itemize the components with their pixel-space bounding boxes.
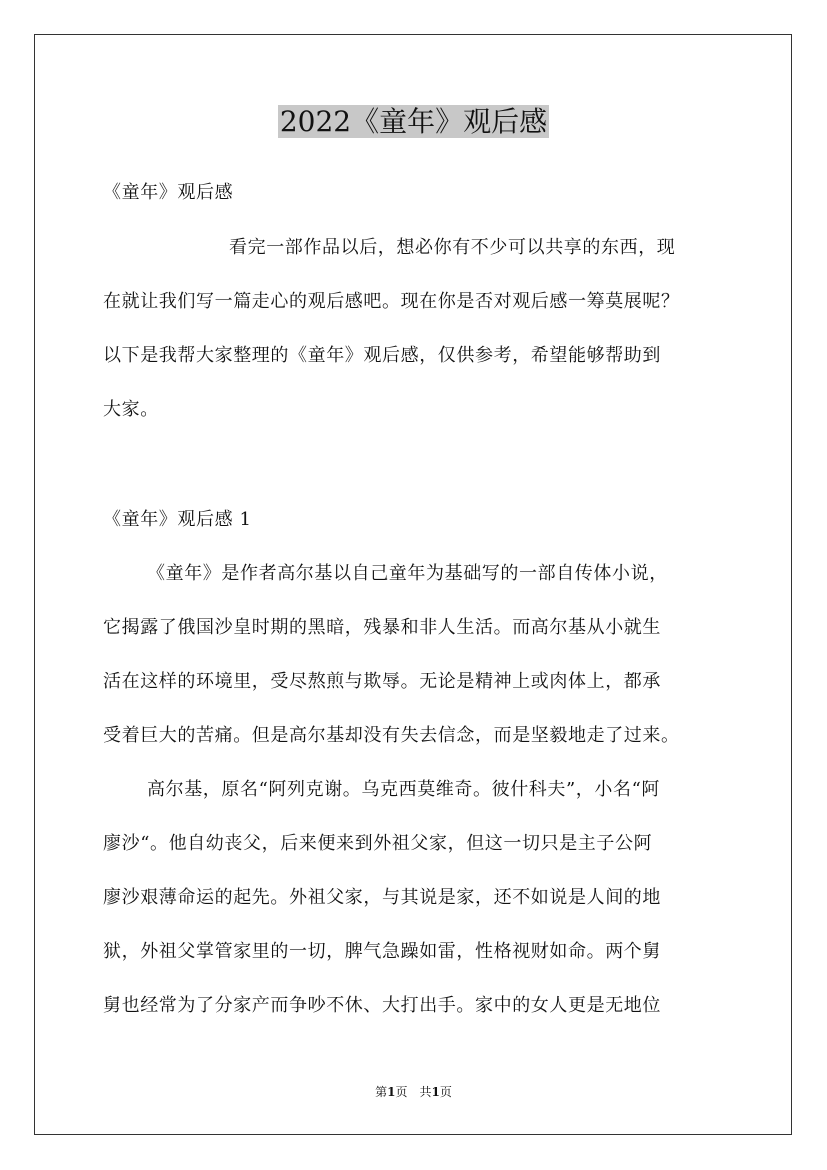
document-title: [0, 102, 827, 142]
intro-heading: 《童年》观后感: [103, 182, 234, 203]
paragraph-line: 廖沙“。他自幼丧父，后来便来到外祖父家，但这一切只是主子公阿: [103, 833, 653, 854]
intro-line: 以下是我帮大家整理的《童年》观后感，仅供参考，希望能够帮助到: [103, 345, 661, 366]
document-title-text: 2022《童年》观后感: [279, 105, 548, 138]
footer-prefix: 第: [375, 1085, 388, 1099]
paragraph-line: 狱，外祖父掌管家里的一切，脾气急躁如雷，性格视财如命。两个舅: [103, 941, 661, 962]
paragraph-line: 舅也经常为了分家产而争吵不休、大打出手。家中的女人更是无地位: [103, 995, 661, 1016]
paragraph-line: 它揭露了俄国沙皇时期的黑暗，残暴和非人生活。而高尔基从小就生: [103, 617, 661, 638]
footer-mid: 页 共: [395, 1085, 432, 1099]
paragraph-line: 廖沙艰薄命运的起先。外祖父家，与其说是家，还不如说是人间的地: [103, 887, 661, 908]
footer-total-pages: 1: [431, 1085, 440, 1099]
paragraph-line: 《童年》是作者高尔基以自己童年为基础写的一部自传体小说，: [147, 563, 668, 584]
footer-page-number: 1: [387, 1085, 396, 1099]
paragraph-line: 活在这样的环境里，受尽熬煎与欺辱。无论是精神上或肉体上，都承: [103, 671, 661, 692]
section1-heading: 《童年》观后感 1: [103, 509, 252, 530]
intro-line: 看完一部作品以后，想必你有不少可以共享的东西，现: [229, 237, 676, 258]
intro-line: 大家。: [103, 399, 159, 420]
paragraph-line: 高尔基，原名“阿列克谢。乌克西莫维奇。彼什科夫”，小名“阿: [147, 779, 661, 800]
footer-suffix: 页: [439, 1085, 452, 1099]
page-footer: [0, 1084, 827, 1100]
paragraph-line: 受着巨大的苦痛。但是高尔基却没有失去信念，而是坚毅地走了过来。: [103, 725, 680, 746]
intro-line: 在就让我们写一篇走心的观后感吧。现在你是否对观后感一筹莫展呢？: [103, 291, 680, 312]
